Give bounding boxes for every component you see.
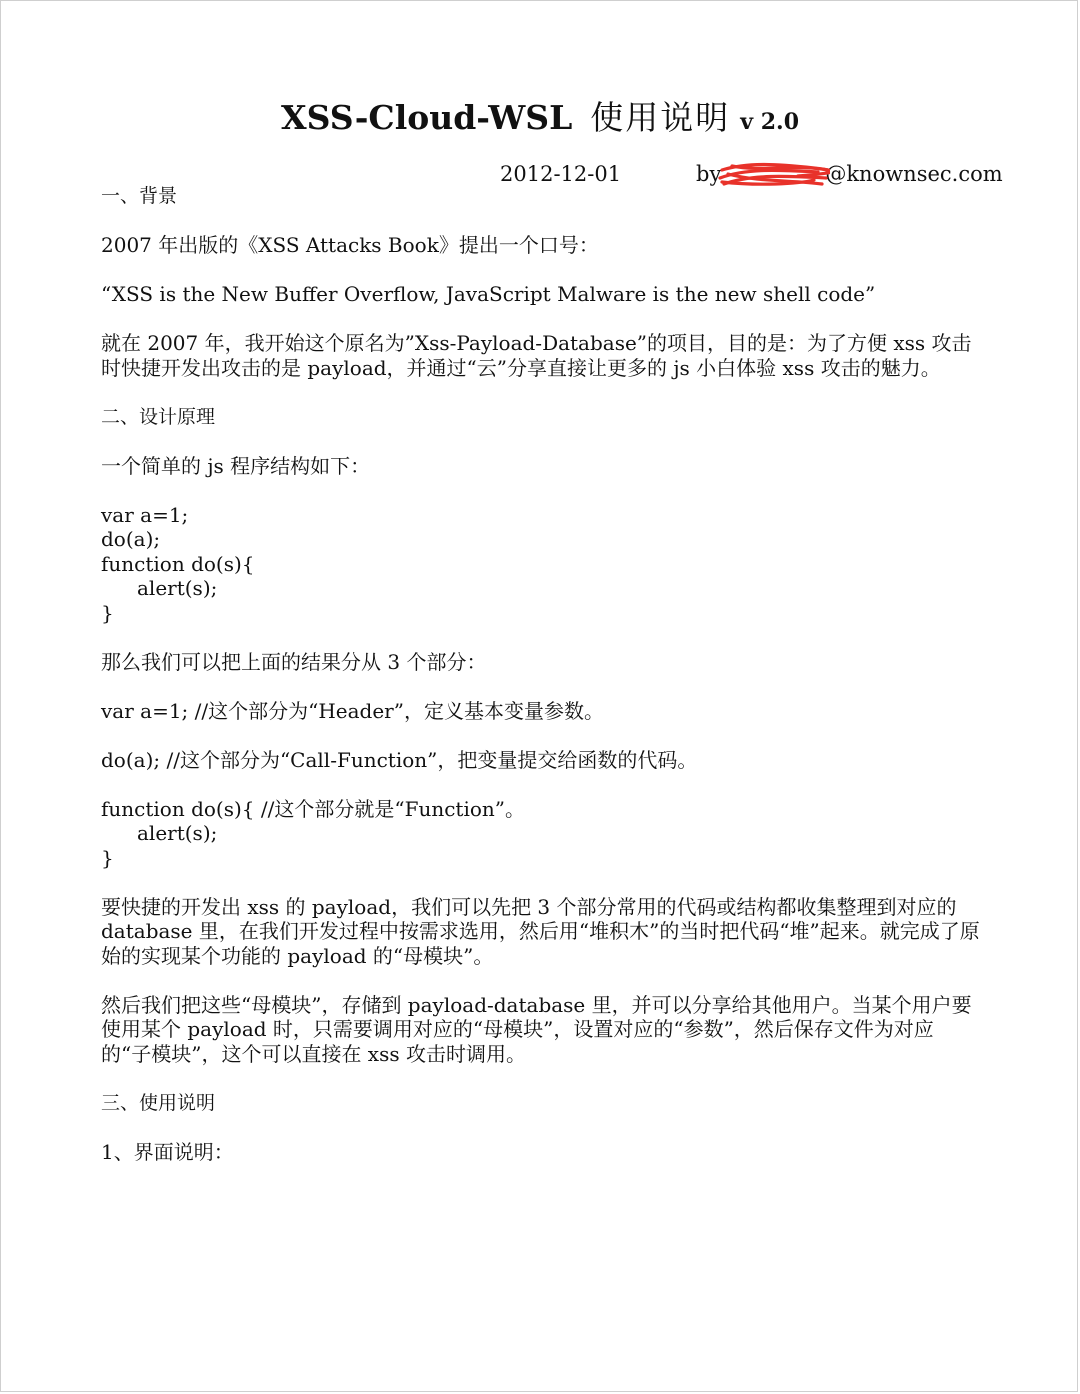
code-block-example bbox=[101, 503, 981, 626]
section-heading-background: 一、背景 bbox=[101, 185, 178, 207]
paragraph-slogan-quote: “XSS is the New Buffer Overflow, JavaScript Malware is the new shell code” bbox=[101, 282, 876, 306]
author-prefix: by bbox=[696, 162, 722, 186]
section-heading-design: 二、设计原理 bbox=[101, 405, 216, 428]
code-line: } bbox=[101, 845, 114, 870]
paragraph-interface-description: 1、界面说明： bbox=[101, 1139, 234, 1164]
paragraph-mother-module: 要快捷的开发出 xss 的 payload，我们可以先把 3 个部分常用的代码或结构都收集整理到对应的 database 里，在我们开发过程中按需求选用，然后用“堆积木”的当时把代码“堆”起来。就完成了原始的实现某个功能的 payload 的“母模块”。 bbox=[101, 894, 980, 968]
paragraph-book-slogan-intro: 2007 年出版的《XSS Attacks Book》提出一个口号： bbox=[101, 233, 599, 257]
document-body bbox=[101, 184, 981, 1189]
paragraph-three-parts: 那么我们可以把上面的结果分从 3 个部分： bbox=[101, 649, 487, 674]
code-line: } bbox=[101, 600, 114, 625]
title-version: v 2.0 bbox=[740, 109, 800, 135]
paragraph-call-function-part: do(a); //这个部分为“Call-Function”，把变量提交给函数的代码。 bbox=[101, 747, 698, 772]
code-line: alert(s); bbox=[137, 576, 218, 600]
paragraph-project-purpose: 就在 2007 年，我开始这个原名为”Xss-Payload-Database”的项目，目的是：为了方便 xss 攻击时快捷开发出攻击的是 payload，并通过“云”分享直接让更多的 js 小白体验 xss 攻击的魅力。 bbox=[101, 331, 972, 380]
code-line: function do(s){ bbox=[101, 551, 255, 576]
code-line: alert(s); bbox=[137, 821, 218, 845]
section-heading-usage: 三、使用说明 bbox=[101, 1091, 216, 1114]
document-title bbox=[0, 98, 1080, 142]
paragraph-header-part: var a=1; //这个部分为“Header”，定义基本变量参数。 bbox=[101, 698, 604, 723]
title-main: XSS-Cloud-WSL bbox=[280, 98, 573, 137]
code-line: function do(s){ //这个部分就是“Function”。 bbox=[101, 796, 525, 821]
paragraph-share-modules: 然后我们把这些“母模块”，存储到 payload-database 里，并可以分享给其他用户。当某个用户要使用某个 payload 时，只需要调用对应的“母模块”，设置对应的“参数”，然后保存文件为对应的“子模块”，这个可以直接在 xss 攻击时调用。 bbox=[101, 992, 972, 1066]
code-line: do(a); bbox=[101, 527, 161, 551]
code-block-function bbox=[101, 797, 981, 871]
author-email-suffix: @knownsec.com bbox=[825, 162, 1003, 186]
title-cn: 使用说明 bbox=[590, 98, 731, 137]
document-date: 2012-12-01 bbox=[500, 162, 622, 186]
code-line: var a=1; bbox=[101, 502, 189, 527]
paragraph-js-structure-intro: 一个简单的 js 程序结构如下： bbox=[101, 453, 371, 478]
